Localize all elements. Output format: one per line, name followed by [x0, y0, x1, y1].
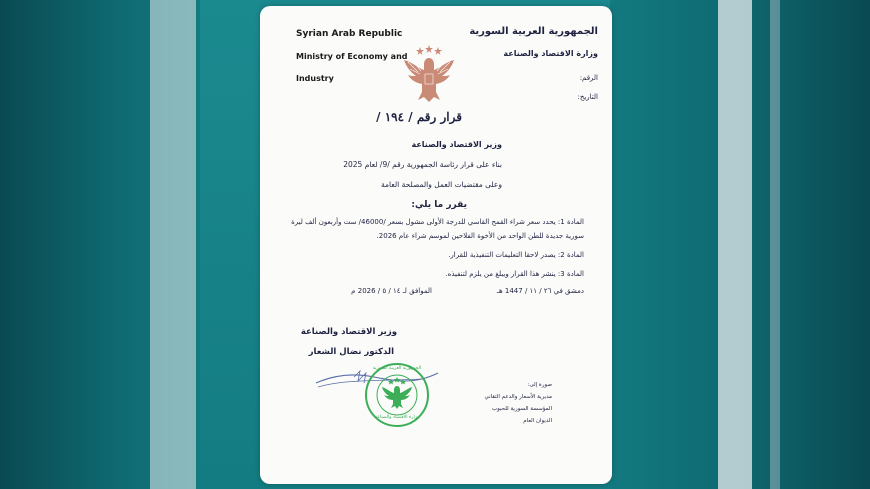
date-line-gregorian: الموافق لـ ١٤ / ٥ / 2026 م [351, 287, 432, 295]
seal-text-top: الجمهورية العربية السورية [372, 366, 422, 371]
copies-item: مديرية الأسعار والدعم التقاني [484, 394, 552, 400]
decision-title: قرار رقم / ١٩٤ / [376, 110, 462, 124]
article-1-line-2: سورية جديدة للطن الواحد من الأخوة الفلاحين لموسم شراء عام 2026. [376, 232, 584, 240]
letterhead-ar-date: التاريخ: [577, 93, 598, 101]
copies-item: الديوان العام [523, 418, 552, 424]
minister-title: وزير الاقتصاد والصناعة [411, 140, 502, 149]
letterhead-en-republic: Syrian Arab Republic [296, 29, 403, 39]
background-blur-strip [718, 0, 752, 489]
decision-document [260, 6, 612, 484]
letterhead-en-ministry: Ministry of Economy and [296, 52, 408, 61]
article-1-line-1: المادة 1: يحدد سعر شراء القمح القاسي للدرجة الأولى مشول بسعر /46000/ ست وأربعون ألف ليرة [291, 218, 584, 226]
date-line-hijri: دمشق في ٢٦ / ١١ / 1447 هـ [496, 287, 584, 295]
seal-text-bottom: وزارة الاقتصاد والصناعة [374, 415, 420, 420]
signature-minister-name: الدكتور نضال الشعار [308, 347, 394, 357]
letterhead-ar-ref: الرقم: [579, 74, 598, 82]
copies-header: صورة إلى: [527, 382, 552, 388]
signature-minister-title: وزير الاقتصاد والصناعة [300, 327, 397, 337]
based-on-line: بناء على قرار رئاسة الجمهورية رقم /9/ لعام 2025 [343, 160, 502, 169]
letterhead-ar-republic: الجمهورية العربية السورية [469, 26, 598, 37]
decides-heading: يقرر ما يلي: [411, 200, 467, 210]
article-2: المادة 2: يصدر لاحقا التعليمات التنفيذية للقرار. [448, 251, 584, 259]
letterhead-en-industry: Industry [296, 74, 334, 83]
background-blur-strip [150, 0, 196, 489]
copies-item: المؤسسة السورية للحبوب [492, 406, 552, 412]
letterhead-ar-ministry: وزارة الاقتصاد والصناعة [503, 49, 598, 58]
background-blur-strip [770, 0, 780, 489]
requirements-line: وعلى مقتضيات العمل والمصلحة العامة [380, 180, 502, 189]
syrian-eagle-icon [398, 44, 460, 104]
article-3: المادة 3: ينشر هذا القرار ويبلغ من يلزم لتنفيذه. [445, 270, 584, 278]
